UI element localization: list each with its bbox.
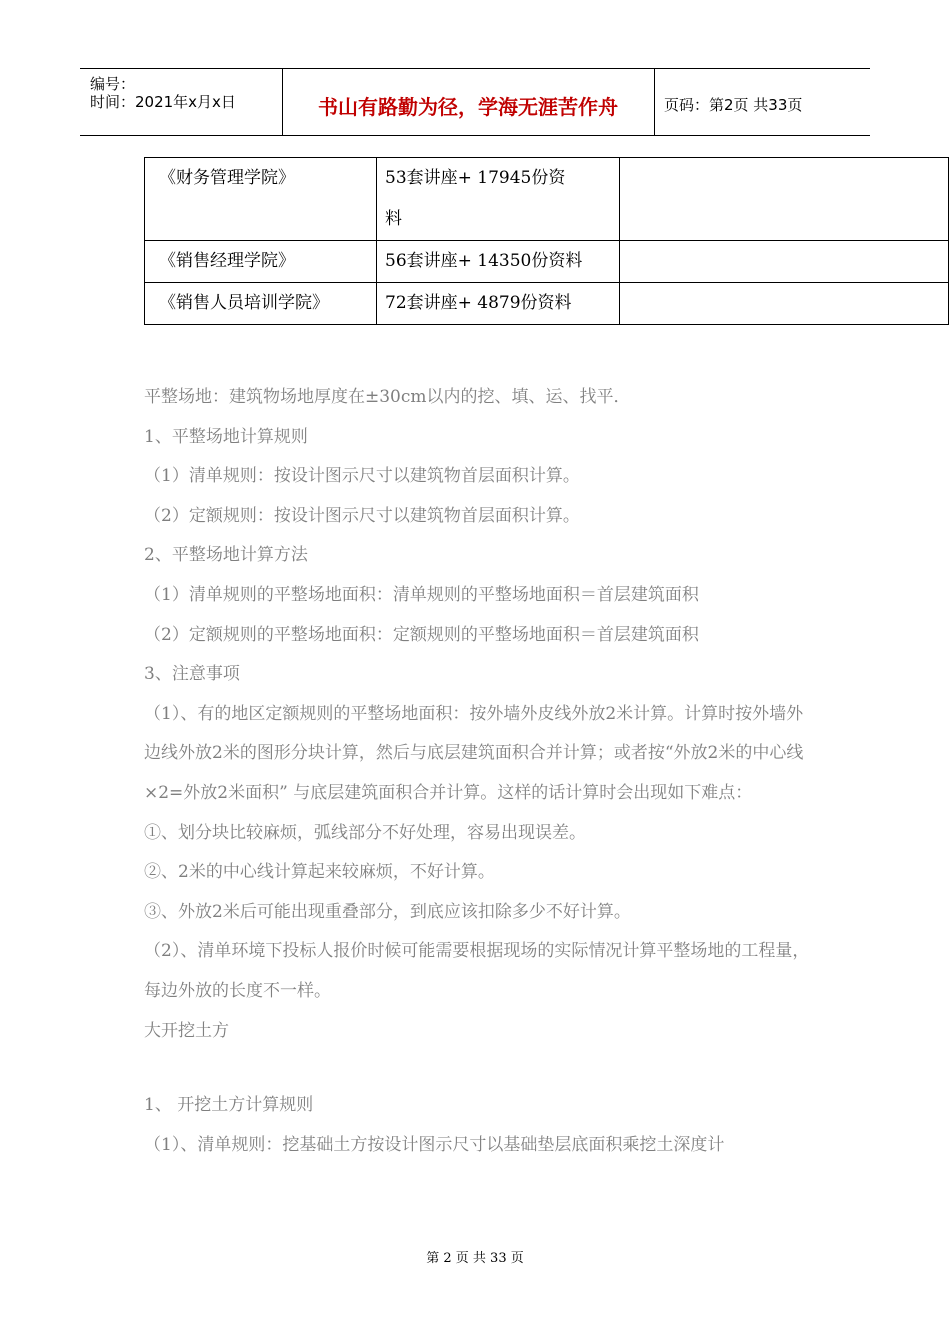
table-row: [145, 241, 949, 283]
table-cell-note: [620, 283, 949, 325]
table-row: [145, 283, 949, 325]
table-cell-content: [377, 158, 620, 241]
paragraph: 平整场地：建筑物场地厚度在±30cm以内的挖、填、运、找平．: [144, 387, 631, 407]
paragraph: （1）清单规则：按设计图示尺寸以建筑物首层面积计算。: [144, 466, 580, 487]
table-cell-note: [620, 158, 949, 241]
paragraph: ②、2米的中心线计算起来较麻烦，不好计算。: [144, 862, 495, 883]
table-cell-name: 《财务管理学院》: [145, 158, 377, 241]
paragraph: 1、 开挖土方计算规则: [144, 1095, 314, 1116]
table-cell-name: 《销售人员培训学院》: [145, 283, 377, 325]
paragraph: （1）、有的地区定额规则的平整场地面积：按外墙外皮线外放2米计算。计算时按外墙外边线外放2米的图形分块计算，然后与底层建筑面积合并计算；或者按“外放2米的中心线×2=外放2米面积” 与底层建筑面积合并计算。这样的话计算时会出现如下难点：: [144, 703, 804, 803]
header-motto: 书山有路勤为径，学海无涯苦作舟: [318, 95, 618, 119]
paragraph: （1）清单规则的平整场地面积：清单规则的平整场地面积＝首层建筑面积: [144, 584, 699, 605]
table-cell-content-text: 53套讲座+ 17945份资 料: [385, 168, 566, 229]
table-cell-content: 56套讲座+ 14350份资料: [377, 241, 620, 283]
paragraph: 3、注意事项: [144, 664, 240, 685]
doc-date: 时间：2021年x月x日: [90, 93, 236, 111]
table-cell-name: 《销售经理学院》: [145, 241, 377, 283]
table-row: [145, 158, 949, 241]
header-meta-cell: [80, 69, 283, 135]
doc-number-label: 编号：: [90, 75, 136, 93]
paragraph: （1）、清单规则：挖基础土方按设计图示尺寸以基础垫层底面积乘挖土深度计: [144, 1134, 725, 1155]
header-motto-cell: [282, 69, 655, 135]
paragraph: ①、划分块比较麻烦，弧线部分不好处理，容易出现误差。: [144, 822, 586, 843]
section-heading: 大开挖土方: [144, 1020, 229, 1041]
header-page-cell: [654, 69, 870, 135]
table-cell-note: [620, 241, 949, 283]
page-footer: 第 2 页 共 33 页: [426, 1251, 524, 1266]
page-header: [80, 68, 870, 136]
paragraph: 2、平整场地计算方法: [144, 545, 308, 566]
paragraph: （2）定额规则的平整场地面积：定额规则的平整场地面积＝首层建筑面积: [144, 624, 699, 645]
table-cell-content: 72套讲座+ 4879份资料: [377, 283, 620, 325]
body-text: [144, 378, 810, 1165]
resource-table: [144, 157, 949, 325]
paragraph: （2）定额规则：按设计图示尺寸以建筑物首层面积计算。: [144, 505, 580, 526]
paragraph: ③、外放2米后可能出现重叠部分，到底应该扣除多少不好计算。: [144, 901, 631, 922]
paragraph: （2）、清单环境下投标人报价时候可能需要根据现场的实际情况计算平整场地的工程量，每边外放的长度不一样。: [144, 941, 810, 1001]
header-page-info: 页码：第2页 共33页: [664, 96, 803, 114]
paragraph: 1、平整场地计算规则: [144, 426, 308, 447]
